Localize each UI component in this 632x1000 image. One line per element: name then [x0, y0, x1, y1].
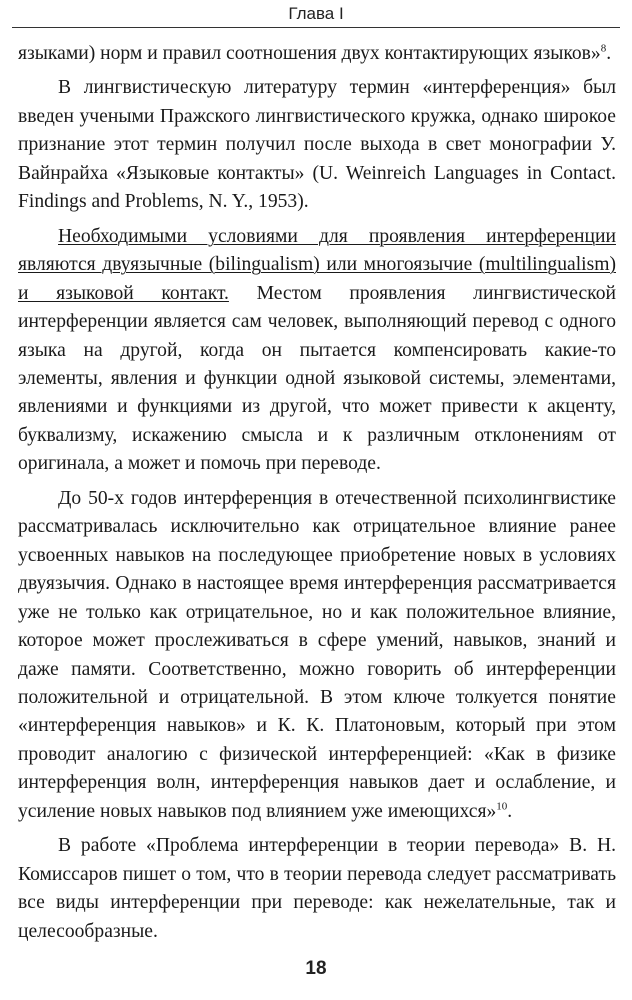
footnote-ref-10: 10	[496, 800, 508, 813]
paragraph-4-text: До 50-х годов интерференция в отечественной психолингвистике рассматривалась исключительно как отрицательное влияние ранее усвоенных навыков на последующее приобретение новых в условиях двуязычия. Однако в настоящее время интерференция рассматривается уже не только как отрицательное, но и как положительное влияние, которое может прослеживаться в сфере умений, навыков, знаний и даже памяти. Соответственно, можно говорить об интерференции положительной и отрицательной. В этом ключе толкуется понятие «интерференция навыков» и К. К. Платоновым, который при этом проводит аналогию с физической интерференцией: «Как в физике интерференция волн, интерференция навыков дает и ослабление, и усиление новых навыков под влиянием уже имеющихся»	[18, 487, 616, 822]
underlined-definition: Необходимыми условиями для проявления интерференции являются двуязычные (bilingualism) или многоязычие (multilingualism) и языковой контакт.	[18, 225, 616, 304]
paragraph-1	[18, 40, 616, 68]
paragraph-4	[18, 485, 616, 826]
running-head: Глава I	[288, 4, 344, 23]
header-rule	[12, 27, 620, 28]
page-number: 18	[305, 958, 327, 979]
footnote-ref-8: 8	[600, 42, 607, 55]
paragraph-3	[18, 223, 616, 479]
paragraph-3-text: Местом проявления лингвистической интерференции является сам человек, выполняющий перевод с одного языка на другой, когда он пытается компенсировать какие-то элементы, явления и функции одной языковой системы, элементами, явлениями и функциями из другой, что может привести к акценту, буквализму, искажению смысла и к различным отклонениям от оригинала, а может и помочь при переводе.	[18, 282, 616, 475]
paragraph-1-text: языками) норм и правил соотношения двух контактирующих языков»	[18, 43, 601, 64]
paragraph-2: В лингвистическую литературу термин «интерференция» был введен учеными Пражского лингвистического кружка, однако широкое признание этот термин получил после выхода в свет монографии У. Вайнрайха «Языковые контакты» (U. Weinreich Languages in Contact. Findings and Problems, N. Y., 1953).	[18, 77, 616, 213]
body-text	[18, 40, 616, 946]
paragraph-5: В работе «Проблема интерференции в теории перевода» В. Н. Комиссаров пишет о том, что в теории перевода следует рассматривать все виды интерференции при переводе: как нежелательные, так и целесообразные.	[18, 835, 616, 942]
paragraph-4-end: .	[507, 800, 513, 822]
paragraph-1-end: .	[606, 43, 612, 64]
